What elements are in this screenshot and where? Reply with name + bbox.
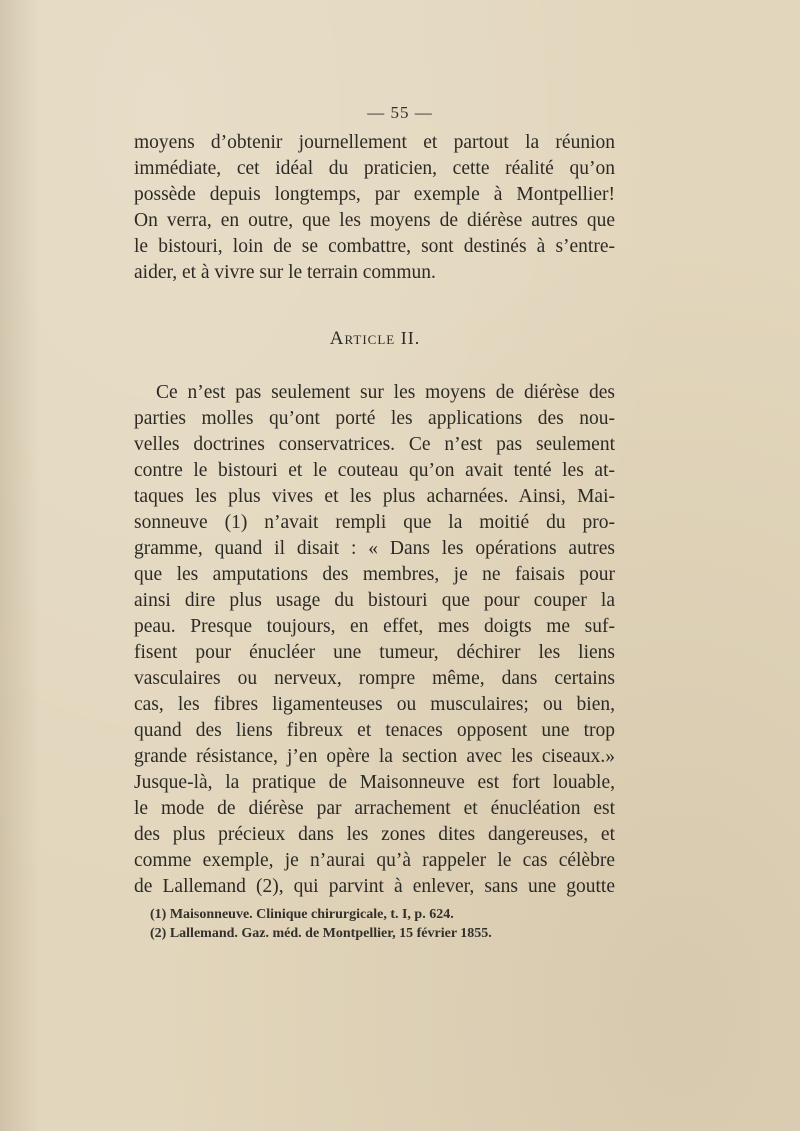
article-heading [0, 328, 750, 350]
text-line: ainsi dire plus usage du bistouri que pour couper la [134, 590, 615, 611]
text-line: grande résistance, j’en opère la section avec les ciseaux.» [134, 746, 615, 767]
article-heading-number: II. [400, 328, 421, 348]
text-line: moyens d’obtenir journellement et partout la réunion [134, 132, 615, 153]
text-line: sonneuve (1) n’avait rempli que la moitié du pro- [134, 512, 615, 533]
footnote: (1) Maisonneuve. Clinique chirurgicale, t. I, p. 624. [150, 907, 454, 922]
text-line: que les amputations des membres, je ne faisais pour [134, 564, 615, 585]
footnote: (2) Lallemand. Gaz. méd. de Montpellier, 15 février 1855. [150, 926, 492, 941]
text-line: fisent pour énucléer une tumeur, déchirer les liens [134, 642, 615, 663]
text-line: gramme, quand il disait : « Dans les opérations autres [134, 538, 615, 559]
text-line: vasculaires ou nerveux, rompre même, dans certains [134, 668, 615, 689]
text-line: quand des liens fibreux et tenaces opposent une trop [134, 720, 615, 741]
article-heading-initial: A [329, 328, 345, 349]
page-edge-shadow [0, 0, 40, 1131]
text-line: aider, et à vivre sur le terrain commun. [134, 262, 436, 283]
top-paragraph [134, 130, 615, 286]
text-line: des plus précieux dans les zones dites dangereuses, et [134, 824, 615, 845]
text-line: de Lallemand (2), qui parvint à enlever, sans une goutte [134, 876, 615, 897]
text-line: cas, les fibres ligamenteuses ou musculaires; ou bien, [134, 694, 615, 715]
text-line: taques les plus vives et les plus acharnées. Ainsi, Mai- [134, 486, 615, 507]
text-line: possède depuis longtemps, par exemple à Montpellier! [134, 184, 615, 205]
text-line: contre le bistouri et le couteau qu’on avait tenté les at- [134, 460, 615, 481]
article-heading-word: rticle [344, 328, 396, 348]
text-line: Jusque-là, la pratique de Maisonneuve est fort louable, [134, 772, 615, 793]
text-line: le mode de diérèse par arrachement et énucléation est [134, 798, 615, 819]
main-paragraph [134, 380, 615, 900]
page-number: — 55 — [367, 103, 433, 122]
text-line: parties molles qu’ont porté les applications des nou- [134, 408, 615, 429]
text-line: Ce n’est pas seulement sur les moyens de diérèse des [156, 382, 615, 403]
text-line: comme exemple, je n’aurai qu’à rappeler le cas célèbre [134, 850, 615, 871]
text-line: On verra, en outre, que les moyens de diérèse autres que [134, 210, 615, 231]
text-line: le bistouri, loin de se combattre, sont destinés à s’entre- [134, 236, 615, 257]
text-line: peau. Presque toujours, en effet, mes doigts me suf- [134, 616, 615, 637]
footnotes [150, 905, 610, 943]
text-line: immédiate, cet idéal du praticien, cette réalité qu’on [134, 158, 615, 179]
text-line: velles doctrines conservatrices. Ce n’est pas seulement [134, 434, 615, 455]
